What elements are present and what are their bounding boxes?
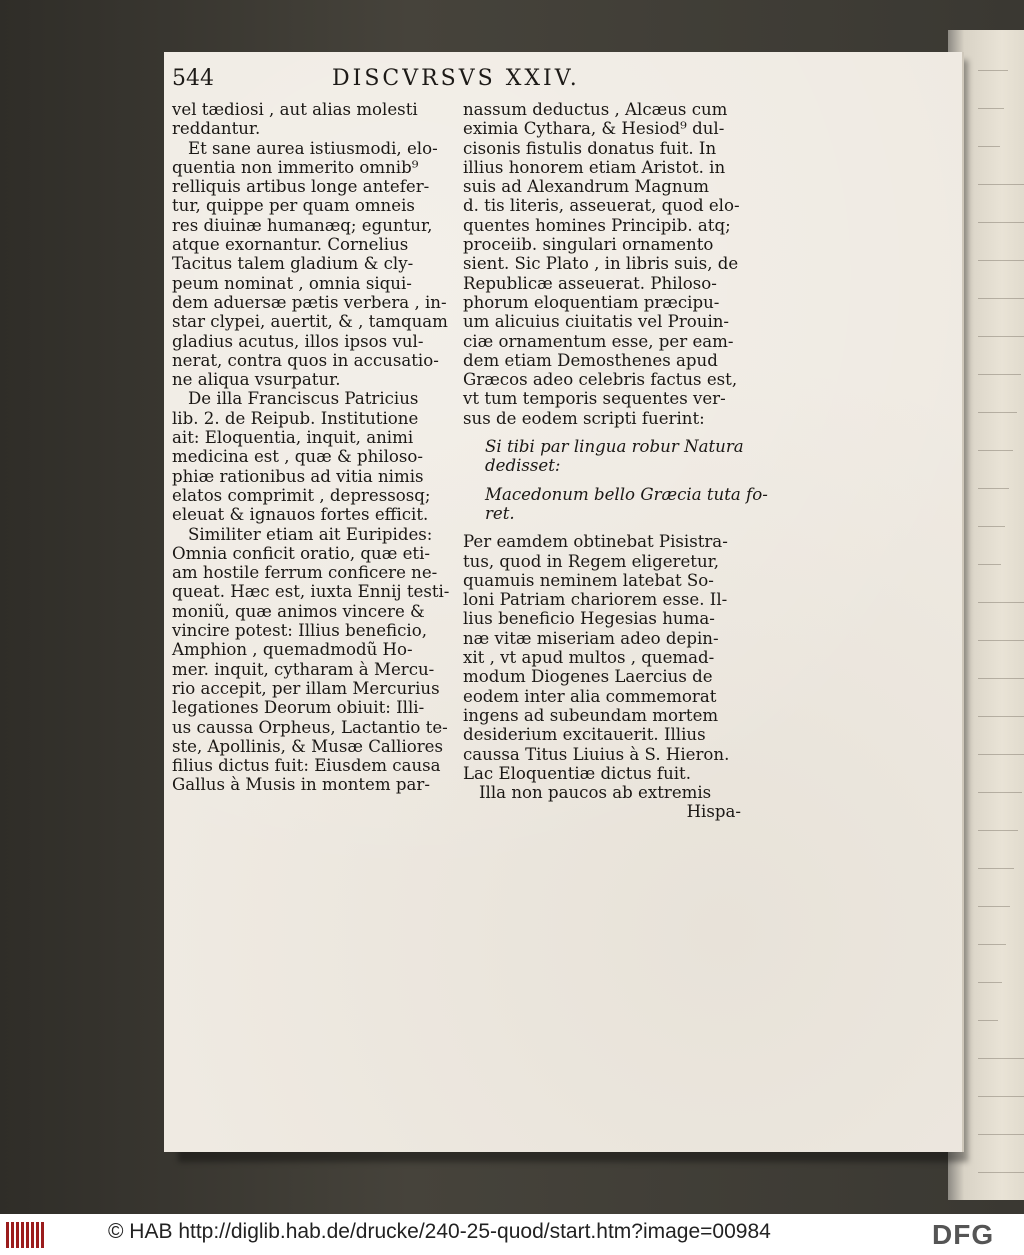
bleed-through-mark xyxy=(978,982,1002,983)
text-line: ret. xyxy=(485,503,515,523)
text-line: phorum eloquentiam præcipu- xyxy=(463,292,720,312)
text-line: eximia Cythara, & Hesiod⁹ dul- xyxy=(463,119,725,139)
text-line: elatos comprimit , depressosq; xyxy=(172,485,431,505)
text-line: cisonis fistulis donatus fuit. In xyxy=(463,138,717,158)
text-line: desiderium excitauerit. Illius xyxy=(463,725,706,745)
text-line: d. tis literis, asseuerat, quod elo- xyxy=(463,196,740,216)
text-line: rio accepit, per illam Mercurius xyxy=(172,678,440,698)
text-line: Macedonum bello Græcia tuta fo- xyxy=(485,484,768,504)
text-line: proceiib. singulari ornamento xyxy=(463,235,714,255)
text-line: Omnia conficit oratio, quæ eti- xyxy=(172,543,430,563)
text-line: Lac Eloquentiæ dictus fuit. xyxy=(463,763,692,783)
text-line: Si tibi par lingua robur Natura xyxy=(485,437,744,457)
bleed-through-mark xyxy=(978,260,1024,261)
text-line: lius beneficio Hegesias huma- xyxy=(463,609,715,629)
text-line: næ vitæ miseriam adeo depin- xyxy=(463,628,719,648)
text-line: ingens ad subeundam mortem xyxy=(463,705,719,725)
text-line: loni Patriam chariorem esse. Il- xyxy=(463,590,728,610)
text-line: vel tædiosi , aut alias molesti xyxy=(172,100,418,119)
page-number: 544 xyxy=(172,66,214,91)
text-line: De illa Franciscus Patricius xyxy=(188,389,419,409)
bleed-through-mark xyxy=(978,792,1022,793)
bleed-through-mark xyxy=(978,830,1018,831)
text-line: caussa Titus Liuius à S. Hieron. xyxy=(463,744,730,764)
section-title: DISCVRSVS XXIV. xyxy=(332,66,580,91)
bleed-through-mark xyxy=(978,108,1004,109)
text-line: lib. 2. de Reipub. Institutione xyxy=(172,408,419,428)
bleed-through-mark xyxy=(978,488,1009,489)
bleed-through-mark xyxy=(978,1058,1024,1059)
bleed-through-mark xyxy=(978,184,1024,185)
text-line: reddantur. xyxy=(172,119,261,139)
text-line: sus de eodem scripti fuerint: xyxy=(463,408,705,428)
text-line: legationes Deorum obiuit: Illi- xyxy=(172,698,425,718)
verse-gap xyxy=(463,428,741,437)
text-line: atque exornantur. Cornelius xyxy=(172,235,409,255)
text-line: relliquis artibus longe antefer- xyxy=(172,177,430,197)
bleed-through-mark xyxy=(978,1020,998,1021)
bleed-through-mark xyxy=(978,336,1024,337)
text-line: xit , vt apud multos , quemad- xyxy=(463,648,715,668)
text-line: ait: Eloquentia, inquit, animi xyxy=(172,428,414,448)
text-line: Gallus à Musis in montem par- xyxy=(172,775,430,795)
bleed-through-mark xyxy=(978,1134,1024,1135)
text-line: moniũ, quæ animos vincere & xyxy=(172,601,425,621)
bleed-through-mark xyxy=(978,298,1024,299)
bleed-through-mark xyxy=(978,412,1017,413)
footer-bar xyxy=(0,1214,1024,1255)
text-line: eleuat & ignauos fortes efficit. xyxy=(172,505,429,525)
bleed-through-mark xyxy=(978,146,1000,147)
text-line: nerat, contra quos in accusatio- xyxy=(172,350,439,370)
bleed-through-mark xyxy=(978,944,1006,945)
bleed-through-mark xyxy=(978,868,1014,869)
bleed-through-mark xyxy=(978,1096,1024,1097)
catchword: Hispa- xyxy=(686,802,741,822)
text-line: am hostile ferrum conficere ne- xyxy=(172,563,438,583)
bleed-through-mark xyxy=(978,564,1001,565)
text-line: ciæ ornamentum esse, per eam- xyxy=(463,331,734,351)
text-line: illius honorem etiam Aristot. in xyxy=(463,157,726,177)
text-line: sient. Sic Plato , in libris suis, de xyxy=(463,254,739,274)
text-line: Græcos adeo celebris factus est, xyxy=(463,370,738,390)
text-line: Illa non paucos ab extremis xyxy=(479,783,712,803)
text-line: tus, quod in Regem eligeretur, xyxy=(463,551,720,571)
text-line: um alicuius ciuitatis vel Prouin- xyxy=(463,312,730,332)
bleed-through-mark xyxy=(978,70,1008,71)
text-line: queat. Hæc est, iuxta Ennij testi- xyxy=(172,582,450,602)
text-line: dem aduersæ pætis verbera , in- xyxy=(172,292,447,312)
text-line: vincire potest: Illius beneficio, xyxy=(172,621,427,641)
bleed-through-mark xyxy=(978,640,1024,641)
bleed-through-mark xyxy=(978,602,1024,603)
bleed-through-mark xyxy=(978,1172,1024,1173)
text-line: phiæ rationibus ad vitia nimis xyxy=(172,466,424,486)
text-line: ne aliqua vsurpatur. xyxy=(172,370,341,390)
text-line: dem etiam Demosthenes apud xyxy=(463,350,718,370)
text-line: mer. inquit, cytharam à Mercu- xyxy=(172,659,435,679)
bleed-through-mark xyxy=(978,374,1021,375)
text-line: suis ad Alexandrum Magnum xyxy=(463,177,710,197)
text-line: tur, quippe per quam omneis xyxy=(172,196,415,216)
text-line: Per eamdem obtinebat Pisistra- xyxy=(463,532,728,552)
text-line: nassum deductus , Alcæus cum xyxy=(463,100,728,119)
bleed-through-mark xyxy=(978,754,1024,755)
text-line: Tacitus talem gladium & cly- xyxy=(172,254,414,274)
text-line: modum Diogenes Laercius de xyxy=(463,667,713,687)
bleed-through-mark xyxy=(978,526,1005,527)
text-line: vt tum temporis sequentes ver- xyxy=(463,389,726,409)
text-line: Amphion , quemadmodũ Ho- xyxy=(172,640,413,660)
text-line: gladius acutus, illos ipsos vul- xyxy=(172,331,424,351)
hab-logo-icon[interactable] xyxy=(6,1222,44,1248)
text-line: eodem inter alia commemorat xyxy=(463,686,717,706)
text-line: res diuinæ humanæq; eguntur, xyxy=(172,215,433,235)
left-text-column xyxy=(172,100,448,795)
text-line: quentes homines Principib. atq; xyxy=(463,215,731,235)
text-line: ste, Apollinis, & Musæ Calliores xyxy=(172,736,444,756)
text-line: dedisset: xyxy=(485,456,561,476)
right-text-column xyxy=(463,100,768,822)
running-head xyxy=(172,66,732,98)
dfg-logo[interactable]: DFG xyxy=(932,1219,995,1250)
verse-gap xyxy=(463,523,741,532)
text-line: medicina est , quæ & philoso- xyxy=(172,447,424,467)
text-line: Et sane aurea istiusmodi, elo- xyxy=(188,138,438,158)
text-line: star clypei, auertit, & , tamquam xyxy=(172,312,448,332)
bleed-through-mark xyxy=(978,222,1024,223)
copyright-url-link[interactable]: © HAB http://diglib.hab.de/drucke/240-25-quod/start.htm?image=00984 xyxy=(108,1220,771,1243)
bleed-through-mark xyxy=(978,450,1013,451)
verse-gap xyxy=(463,476,741,485)
bleed-through-mark xyxy=(978,906,1010,907)
text-line: quamuis neminem latebat So- xyxy=(463,570,714,590)
text-line: us caussa Orpheus, Lactantio te- xyxy=(172,717,448,737)
text-line: Republicæ asseuerat. Philoso- xyxy=(463,273,717,293)
bleed-through-mark xyxy=(978,678,1024,679)
text-line: quentia non immerito omnib⁹ xyxy=(172,157,419,177)
text-line: Similiter etiam ait Euripides: xyxy=(188,524,433,544)
bleed-through-mark xyxy=(978,716,1024,717)
text-line: peum nominat , omnia siqui- xyxy=(172,273,412,293)
text-line: filius dictus fuit: Eiusdem causa xyxy=(172,756,441,776)
